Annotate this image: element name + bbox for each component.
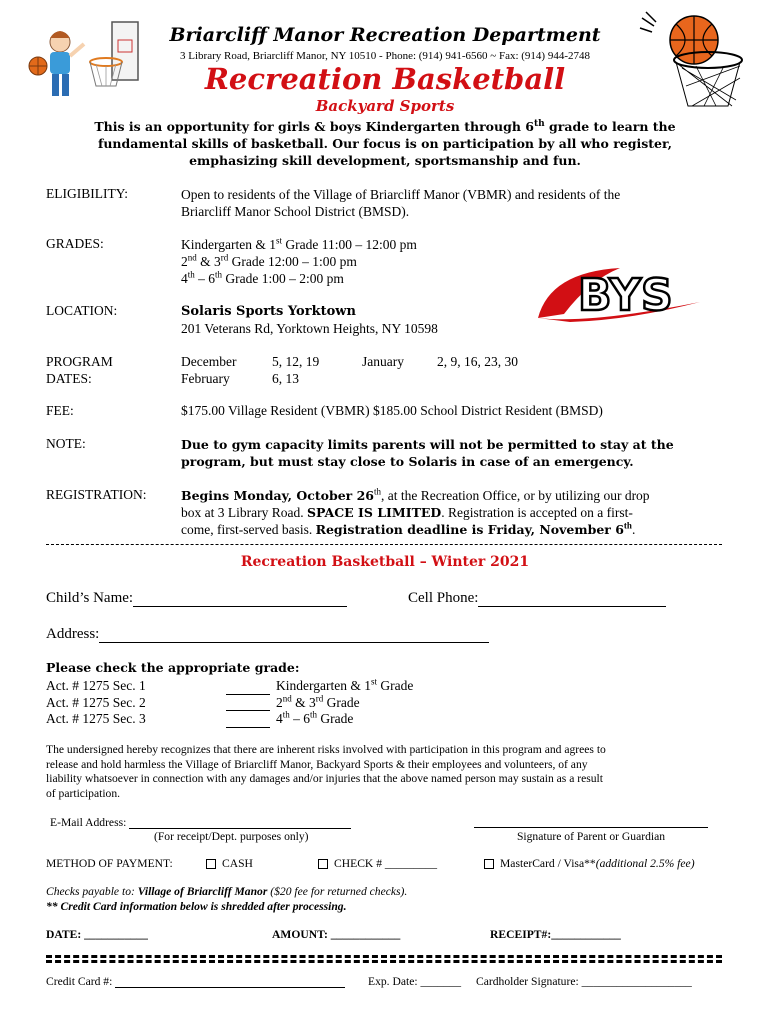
address-row (46, 626, 489, 643)
child-name-row (46, 590, 347, 607)
payment-label: METHOD OF PAYMENT: (46, 857, 173, 870)
grade-option-46[interactable]: 4th – 6th Grade (226, 711, 413, 728)
eligibility-text: Open to residents of the Village of Briarcliff Manor (VBMR) and residents of the Briarcliff Manor School District (BMSD). (181, 187, 621, 219)
cardholder-signature-field[interactable]: Cardholder Signature: ___________________ (476, 975, 692, 988)
check-checkbox[interactable] (318, 859, 328, 869)
grade-option-k1[interactable]: Kindergarten & 1st Grade (226, 678, 413, 695)
email-row (50, 816, 351, 829)
cut-divider (46, 544, 722, 545)
pay-card-option[interactable]: MasterCard / Visa**(additional 2.5% fee) (484, 857, 695, 870)
signature-label: Signature of Parent or Guardian (516, 830, 666, 843)
address-field[interactable] (99, 626, 489, 643)
pay-check-option[interactable]: CHECK # _________ (318, 857, 437, 870)
cell-phone-row (408, 590, 666, 607)
waiver-text: The undersigned hereby recognizes that there are inherent risks involved with participation in this program and agrees to release and hold harmless the Village of Briarcliff Manor, Backyard Sports & their employees and volunteers, of any liability whatsoever in connection with any damages and/or injuries that the above named person may sustain as a result of participation. (46, 743, 606, 800)
amount-field[interactable]: AMOUNT: ____________ (272, 928, 401, 941)
activity-codes: Act. # 1275 Sec. 1 Act. # 1275 Sec. 2 Act. # 1275 Sec. 3 (46, 678, 146, 726)
note-text: Due to gym capacity limits parents will not be permitted to stay at the program, but must stay close to Solaris in case of an emergency. (181, 437, 674, 469)
registration-text: Begins Monday, October 26th, at the Recreation Office, or by utilizing our drop box at 3 Library Road. SPACE IS LIMITED. Registration is accepted on a first- come, first-served basis. Registration deadline is Friday, November 6th. (181, 486, 650, 537)
card-checkbox[interactable] (484, 859, 494, 869)
credit-card-row (46, 975, 345, 988)
checks-payable-note: Checks payable to: Village of Briarcliff Manor ($20 fee for returned checks). (46, 885, 408, 898)
receipt-field[interactable]: RECEIPT#:____________ (490, 928, 621, 941)
grade-options (226, 678, 413, 728)
credit-card-note: ** Credit Card information below is shredded after processing. (46, 900, 347, 913)
date-field[interactable]: DATE: ___________ (46, 928, 148, 941)
program-dates-label: PROGRAM DATES: (46, 354, 113, 386)
signature-line[interactable] (474, 827, 708, 828)
page-title: Recreation Basketball (204, 62, 566, 96)
location-label: LOCATION: (46, 303, 118, 318)
pay-cash-option[interactable]: CASH (206, 857, 253, 870)
address-label: Address: (46, 626, 100, 642)
cc-number-field[interactable] (115, 975, 345, 988)
exp-date-field[interactable]: Exp. Date: _______ (368, 975, 462, 988)
cash-checkbox[interactable] (206, 859, 216, 869)
org-address: 3 Library Road, Briarcliff Manor, NY 10510 - Phone: (914) 941-6560 ~ Fax: (914) 944-2748 (180, 50, 590, 62)
note-label: NOTE: (46, 436, 86, 451)
email-note: (For receipt/Dept. purposes only) (154, 830, 309, 843)
email-field[interactable] (129, 816, 351, 829)
fee-text: $175.00 Village Resident (VBMR) $185.00 School District Resident (BMSD) (181, 403, 603, 418)
form-title: Recreation Basketball – Winter 2021 (240, 554, 530, 570)
grade-option-23[interactable]: 2nd & 3rd Grade (226, 695, 413, 712)
eligibility-label: ELIGIBILITY: (46, 186, 128, 201)
bys-logo (530, 262, 710, 332)
fee-label: FEE: (46, 403, 74, 418)
cell-phone-label: Cell Phone: (408, 590, 479, 606)
bys-logo-text: BYS (578, 270, 673, 321)
office-use-divider (46, 955, 722, 958)
location-text: Solaris Sports Yorktown 201 Veterans Rd, Yorktown Heights, NY 10598 (181, 304, 438, 336)
child-name-field[interactable] (133, 590, 347, 607)
org-name: Briarcliff Manor Recreation Department (169, 24, 601, 46)
grades-text: Kindergarten & 1st Grade 11:00 – 12:00 pm 2nd & 3rd Grade 12:00 – 1:00 pm 4th – 6th Grade 1:00 – 2:00 pm (181, 235, 417, 286)
registration-label: REGISTRATION: (46, 487, 147, 502)
office-use-divider-2 (46, 960, 722, 963)
cell-phone-field[interactable] (478, 590, 666, 607)
check-grade-label: Please check the appropriate grade: (46, 660, 300, 675)
page-subtitle: Backyard Sports (315, 97, 455, 115)
child-name-label: Child’s Name: (46, 590, 134, 606)
grades-label: GRADES: (46, 236, 104, 251)
email-label: E-Mail Address: (50, 816, 127, 829)
intro-paragraph: This is an opportunity for girls & boys Kindergarten through 6th grade to learn the fundamental skills of basketball. Our focus is on participation by all who register, emphasizing skill development, sportsmanship and fun. (94, 118, 676, 168)
cc-number-label: Credit Card #: (46, 975, 113, 988)
